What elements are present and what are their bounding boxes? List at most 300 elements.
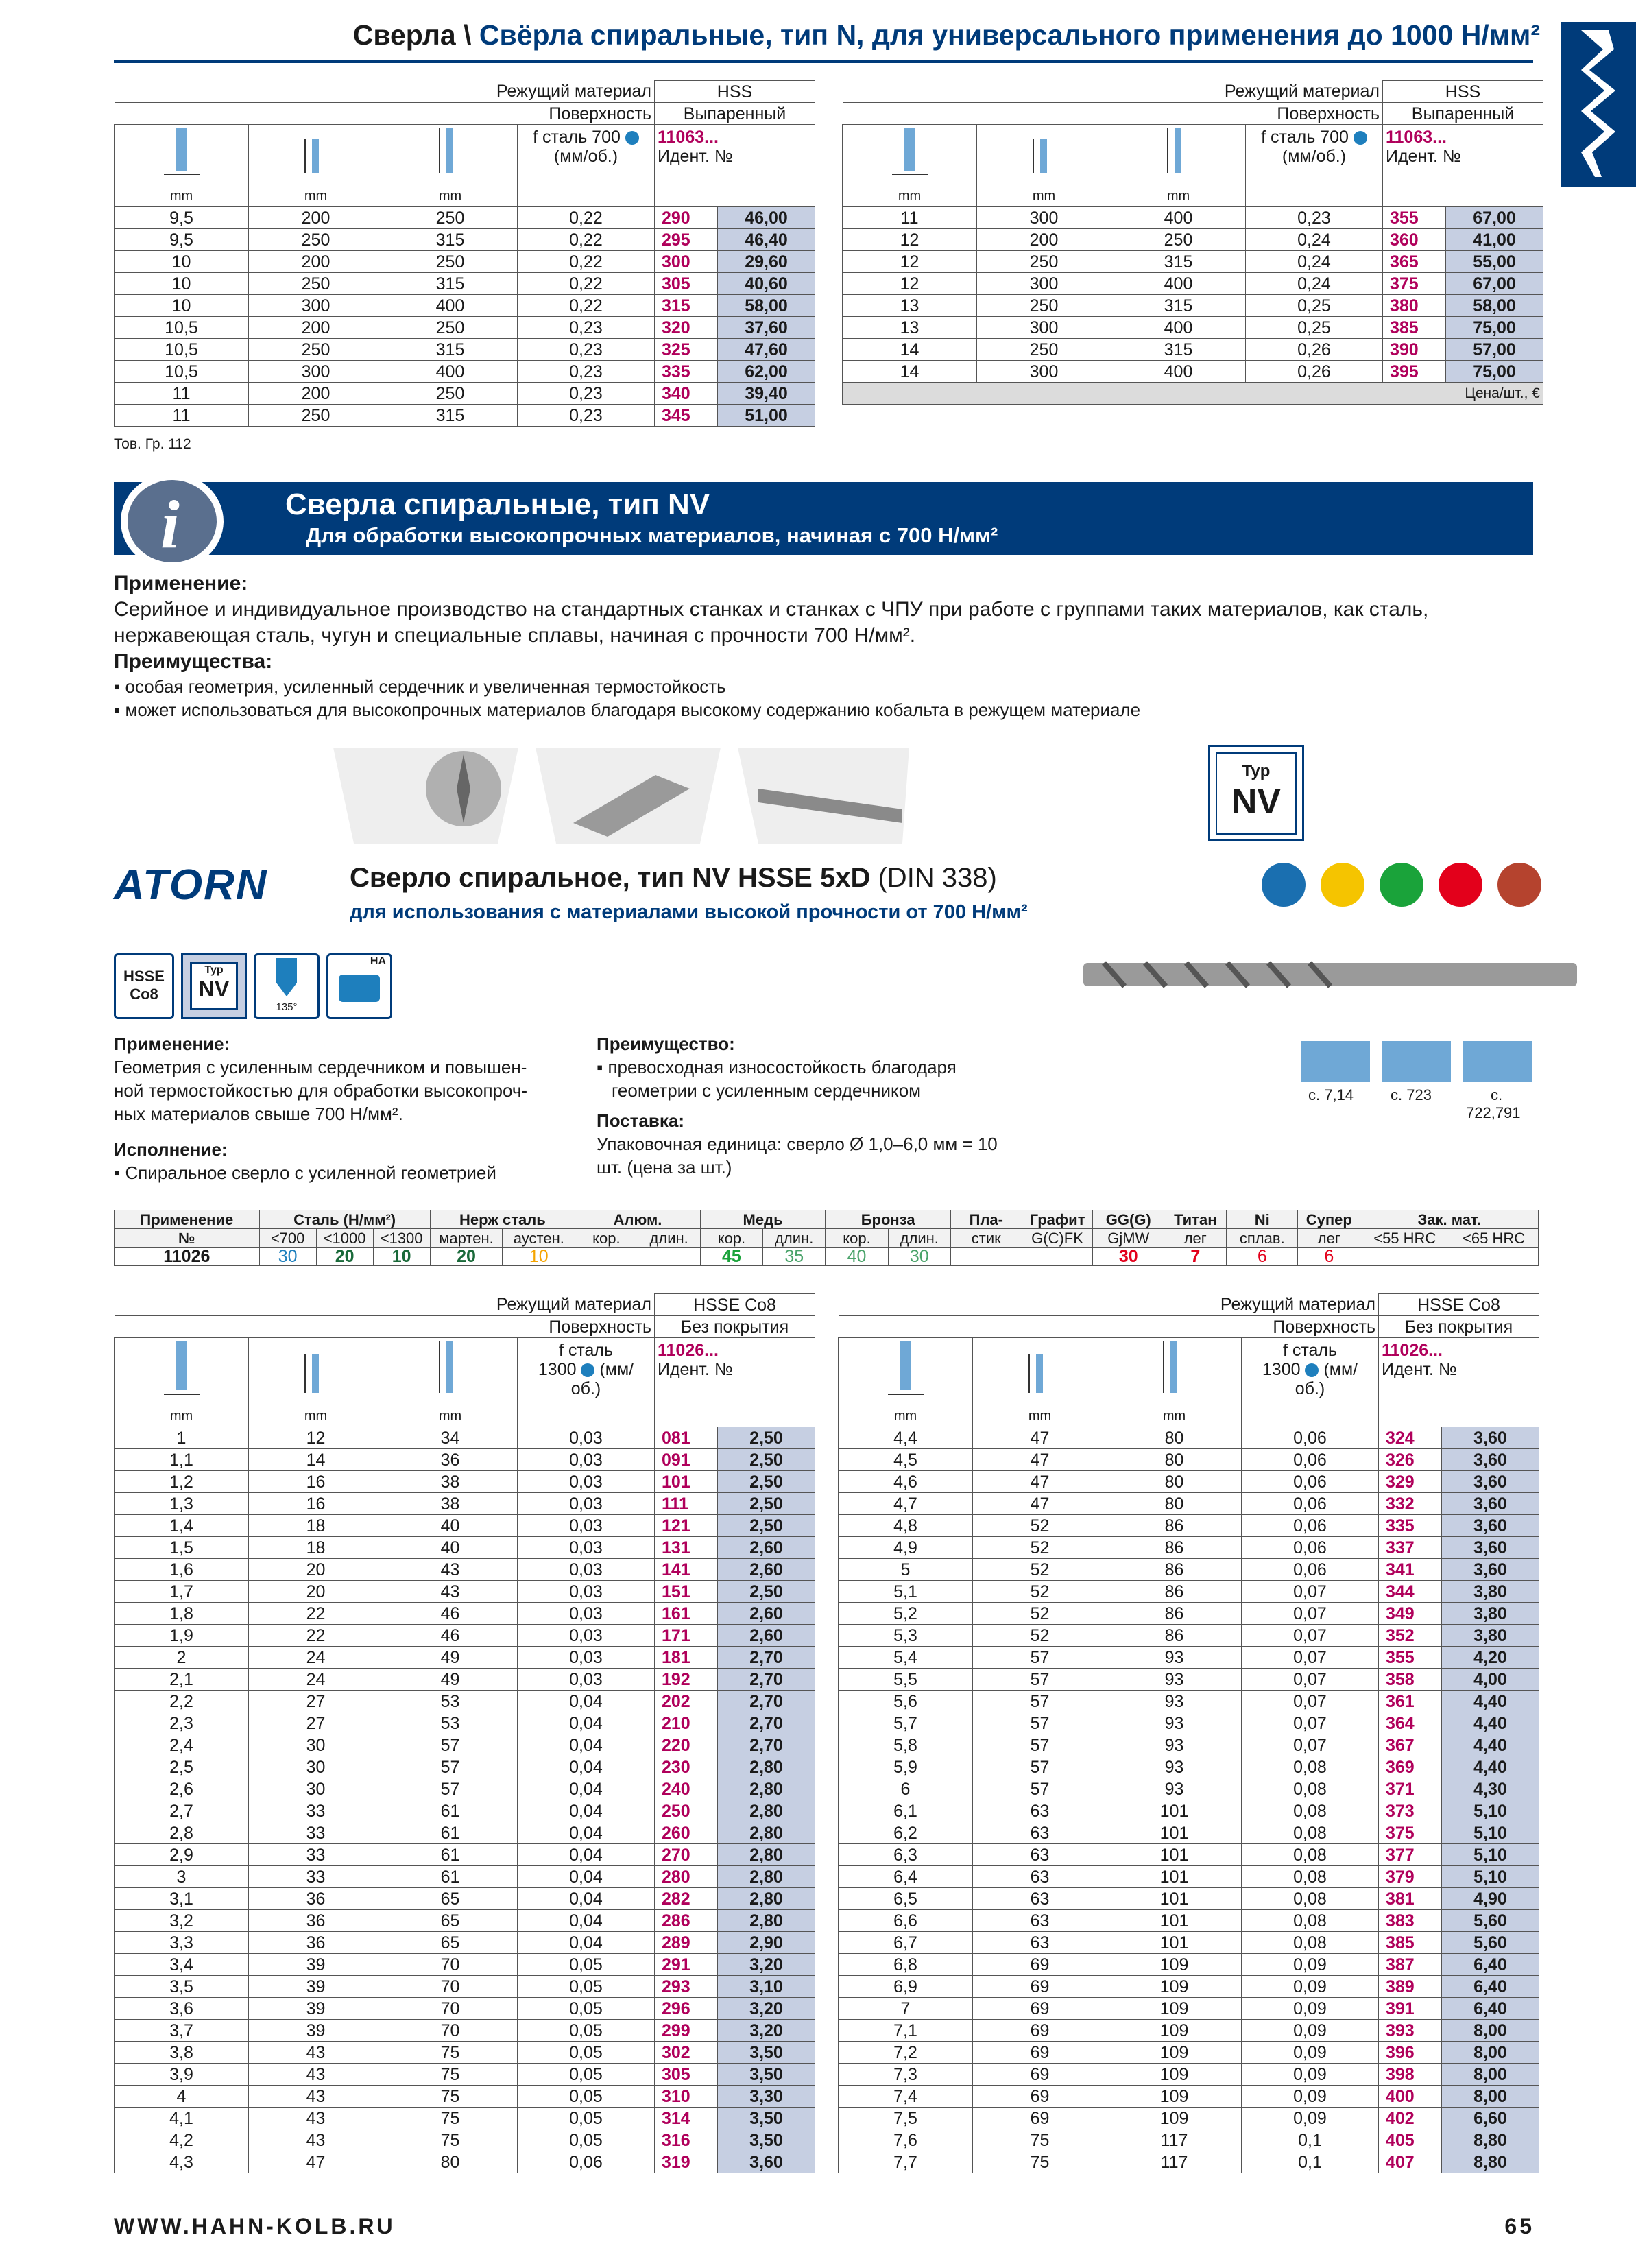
feed-cell: 0,24	[1246, 251, 1383, 273]
table-row	[839, 1910, 1539, 1932]
ident-cell: 316	[655, 2129, 718, 2151]
flute-length-cell: 43	[249, 2129, 383, 2151]
price-cell: 4,90	[1442, 1888, 1539, 1910]
total-length-cell: 86	[1107, 1581, 1242, 1603]
total-length-cell: 75	[383, 2064, 518, 2086]
table-row	[115, 1625, 815, 1647]
table2-left-body	[115, 1427, 815, 2173]
price-cell: 62,00	[718, 361, 815, 383]
surface-label: Поверхность	[843, 103, 1383, 125]
diameter-cell: 4,9	[839, 1537, 973, 1559]
suitability-cell: 7	[1164, 1248, 1227, 1266]
total-length-cell: 315	[1111, 339, 1246, 361]
table-row	[839, 2151, 1539, 2173]
total-length-cell: 315	[383, 273, 518, 295]
table-row	[843, 229, 1543, 251]
price-cell: 3,50	[718, 2064, 815, 2086]
diameter-cell: 1,9	[115, 1625, 249, 1647]
diameter-cell: 3,5	[115, 1976, 249, 1998]
ident-cell: 340	[655, 383, 718, 405]
flute-length-cell: 14	[249, 1449, 383, 1471]
price-cell: 4,00	[1442, 1669, 1539, 1691]
ident-cell: 305	[655, 2064, 718, 2086]
diameter-cell: 1,2	[115, 1471, 249, 1493]
drill-diameter-header	[843, 125, 977, 207]
table-row	[115, 1976, 815, 1998]
ident-cell: 181	[655, 1647, 718, 1669]
table1-right-body	[843, 207, 1543, 383]
material-subheader: сплав.	[1227, 1229, 1298, 1248]
product-title-text: Сверло спиральное, тип NV HSSE 5xD	[350, 863, 871, 893]
drill-photos	[333, 748, 909, 844]
hsse-icon	[114, 953, 174, 1019]
drill-diameter-icon	[885, 1338, 926, 1400]
price-cell: 4,40	[1442, 1691, 1539, 1712]
feed-cell: 0,03	[518, 1603, 655, 1625]
surface-value: Выпаренный	[655, 103, 815, 125]
product-adv-line-1: превосходная износостойкость благодаря	[608, 1057, 957, 1077]
drill-side-image	[1083, 959, 1577, 990]
price-cell: 40,60	[718, 273, 815, 295]
feed-cell: 0,09	[1242, 2020, 1379, 2042]
feed-cell: 0,08	[1242, 1778, 1379, 1800]
diameter-cell: 2,8	[115, 1822, 249, 1844]
total-length-cell: 49	[383, 1669, 518, 1691]
diameter-cell: 12	[843, 229, 977, 251]
ref-1: с. 7,14	[1308, 1086, 1354, 1103]
flute-length-cell: 200	[249, 251, 383, 273]
spec-icons	[114, 953, 402, 1022]
diameter-cell: 6,3	[839, 1844, 973, 1866]
material-dot-icon	[1354, 131, 1367, 145]
feed-cell: 0,23	[518, 339, 655, 361]
material-group-header: Применение	[115, 1210, 260, 1229]
feed-cell: 0,25	[1246, 317, 1383, 339]
diameter-cell: 13	[843, 317, 977, 339]
unit-mm: mm	[438, 189, 462, 204]
flute-length-cell: 52	[973, 1537, 1107, 1559]
feed-unit: (мм/об.)	[1282, 147, 1347, 166]
flute-length-cell: 63	[973, 1932, 1107, 1954]
total-length-cell: 117	[1107, 2129, 1242, 2151]
total-length-cell: 34	[383, 1427, 518, 1449]
ident-cell: 296	[655, 1998, 718, 2020]
feed-cell: 0,23	[518, 361, 655, 383]
total-length-cell: 109	[1107, 2108, 1242, 2129]
feed-cell: 0,07	[1242, 1691, 1379, 1712]
price-cell: 2,70	[718, 1712, 815, 1734]
product-group: Тов. Гр. 112	[114, 436, 191, 452]
feed-cell: 0,1	[1242, 2151, 1379, 2173]
diameter-cell: 2,6	[115, 1778, 249, 1800]
price-cell: 2,50	[718, 1449, 815, 1471]
feed-label-2: 1300	[1262, 1360, 1301, 1379]
flute-length-cell: 250	[249, 405, 383, 427]
table-row	[843, 273, 1543, 295]
diameter-cell: 2,4	[115, 1734, 249, 1756]
page-number: 65	[1504, 2214, 1535, 2239]
material-color-dot	[1439, 863, 1482, 907]
feed-cell: 0,05	[518, 2129, 655, 2151]
feed-cell: 0,23	[1246, 207, 1383, 229]
price-cell: 37,60	[718, 317, 815, 339]
table-row	[115, 2020, 815, 2042]
total-length-cell: 117	[1107, 2151, 1242, 2173]
total-length-cell: 57	[383, 1734, 518, 1756]
feed-cell: 0,1	[1242, 2129, 1379, 2151]
price-cell: 3,60	[718, 2151, 815, 2173]
ident-cell: 324	[1379, 1427, 1442, 1449]
flute-length-cell: 24	[249, 1669, 383, 1691]
material-color-dot	[1321, 863, 1364, 907]
material-subheader: G(C)FK	[1022, 1229, 1093, 1248]
flute-length-cell: 57	[973, 1756, 1107, 1778]
drill-diameter-icon	[161, 125, 202, 180]
diameter-cell: 6,8	[839, 1954, 973, 1976]
flute-length-icon	[1024, 125, 1065, 180]
feed-cell: 0,04	[518, 1800, 655, 1822]
ident-cell: 371	[1379, 1778, 1442, 1800]
price-cell: 2,50	[718, 1581, 815, 1603]
table-row	[839, 1471, 1539, 1493]
price-cell: 3,60	[1442, 1493, 1539, 1515]
flute-length-icon	[296, 1338, 337, 1400]
diameter-cell: 7,5	[839, 2108, 973, 2129]
feed-unit: (мм/об.)	[553, 147, 618, 166]
svg-text:i: i	[160, 486, 180, 562]
suitability-cell: 30	[1093, 1248, 1164, 1266]
flute-length-cell: 69	[973, 1998, 1107, 2020]
feed-cell: 0,22	[518, 229, 655, 251]
ident-cell: 300	[655, 251, 718, 273]
price-cell: 8,00	[1442, 2042, 1539, 2064]
adv-label: Преимущества:	[114, 650, 273, 673]
apply-section	[114, 571, 1428, 721]
price-cell: 2,70	[718, 1647, 815, 1669]
table-row	[115, 2064, 815, 2086]
total-length-cell: 43	[383, 1581, 518, 1603]
total-length-cell: 101	[1107, 1822, 1242, 1844]
table1-left	[114, 80, 815, 427]
footer-url[interactable]: WWW.HAHN-KOLB.RU	[114, 2214, 396, 2239]
material-subheader: стик	[950, 1229, 1022, 1248]
ident-code: 11026...	[658, 1341, 719, 1360]
table-row	[839, 1712, 1539, 1734]
total-length-cell: 250	[383, 251, 518, 273]
ident-cell: 383	[1379, 1910, 1442, 1932]
price-cell: 8,00	[1442, 2086, 1539, 2108]
price-cell: 4,40	[1442, 1712, 1539, 1734]
diameter-cell: 10,5	[115, 339, 249, 361]
diameter-cell: 11	[115, 383, 249, 405]
table-row	[839, 2064, 1539, 2086]
price-cell: 2,90	[718, 1932, 815, 1954]
feed-cell: 0,04	[518, 1932, 655, 1954]
ident-cell: 192	[655, 1669, 718, 1691]
flute-length-cell: 43	[249, 2064, 383, 2086]
flute-length-cell: 57	[973, 1734, 1107, 1756]
table-row	[839, 1603, 1539, 1625]
flute-length-cell: 18	[249, 1537, 383, 1559]
feed-cell: 0,08	[1242, 1800, 1379, 1822]
material-color-dot	[1380, 863, 1423, 907]
feed-cell: 0,05	[518, 1998, 655, 2020]
ident-cell: 325	[655, 339, 718, 361]
price-cell: 2,80	[718, 1778, 815, 1800]
ident-cell: 395	[1383, 361, 1446, 383]
diameter-cell: 1	[115, 1427, 249, 1449]
feed-cell: 0,23	[518, 317, 655, 339]
ident-cell: 326	[1379, 1449, 1442, 1471]
diameter-cell: 14	[843, 339, 977, 361]
flute-length-header	[249, 125, 383, 207]
suitability-cell: 10	[503, 1248, 575, 1266]
total-length-cell: 86	[1107, 1537, 1242, 1559]
price-cell: 8,00	[1442, 2020, 1539, 2042]
material-suitability-table	[114, 1210, 1539, 1266]
ident-cell: 286	[655, 1910, 718, 1932]
price-note: Цена/шт., €	[843, 383, 1543, 405]
total-length-cell: 80	[1107, 1449, 1242, 1471]
table-row	[115, 1800, 815, 1822]
hsse-label: HSSE	[123, 968, 165, 985]
shank-ha-icon	[326, 953, 392, 1019]
table-row	[843, 207, 1543, 229]
feed-cell: 0,04	[518, 1778, 655, 1800]
total-length-cell: 65	[383, 1910, 518, 1932]
table-row	[115, 1844, 815, 1866]
feed-cell: 0,04	[518, 1866, 655, 1888]
flute-length-cell: 57	[973, 1712, 1107, 1734]
price-cell: 2,70	[718, 1691, 815, 1712]
flute-length-cell: 57	[973, 1691, 1107, 1712]
drill-chuck-ref-icon[interactable]	[1463, 1041, 1532, 1082]
price-cell: 3,80	[1442, 1581, 1539, 1603]
total-length-cell: 70	[383, 1954, 518, 1976]
price-cell: 75,00	[1446, 317, 1543, 339]
ident-cell: 355	[1379, 1647, 1442, 1669]
drill-icon	[1561, 22, 1636, 187]
material-subheader: лег	[1298, 1229, 1360, 1248]
price-cell: 5,10	[1442, 1844, 1539, 1866]
ident-cell: 305	[655, 273, 718, 295]
total-length-header	[1111, 125, 1246, 207]
total-length-cell: 93	[1107, 1734, 1242, 1756]
feed-cell: 0,07	[1242, 1647, 1379, 1669]
ident-cell: 387	[1379, 1954, 1442, 1976]
table-row	[115, 1998, 815, 2020]
diameter-cell: 5,3	[839, 1625, 973, 1647]
flute-length-cell: 39	[249, 1954, 383, 1976]
diameter-cell: 3	[115, 1866, 249, 1888]
feed-cell: 0,22	[518, 251, 655, 273]
catalog-ref-icon[interactable]	[1301, 1041, 1370, 1082]
feed-label: f сталь 700	[1261, 128, 1349, 147]
material-subheader: кор.	[700, 1229, 762, 1248]
flute-length-cell: 69	[973, 2064, 1107, 2086]
total-length-cell: 109	[1107, 2064, 1242, 2086]
diameter-cell: 5,4	[839, 1647, 973, 1669]
ident-cell: 171	[655, 1625, 718, 1647]
co-label: Co8	[130, 986, 158, 1003]
price-cell: 5,60	[1442, 1910, 1539, 1932]
flute-length-cell: 33	[249, 1866, 383, 1888]
material-color-dot	[1497, 863, 1541, 907]
ident-cell: 361	[1379, 1691, 1442, 1712]
ident-cell: 295	[655, 229, 718, 251]
price-cell: 5,10	[1442, 1822, 1539, 1844]
typ-icon	[181, 953, 247, 1019]
flute-length-cell: 250	[249, 273, 383, 295]
table-row	[839, 1515, 1539, 1537]
material-group-header: GG(G)	[1093, 1210, 1164, 1229]
diameter-cell: 3,7	[115, 2020, 249, 2042]
price-cell: 47,60	[718, 339, 815, 361]
product-exec-bullet: ▪ Спиральное сверло с усиленной геометрией	[114, 1162, 496, 1183]
flute-length-cell: 250	[977, 251, 1111, 273]
flute-length-cell: 18	[249, 1515, 383, 1537]
price-cell: 3,60	[1442, 1537, 1539, 1559]
price-cell: 55,00	[1446, 251, 1543, 273]
total-length-cell: 36	[383, 1449, 518, 1471]
price-cell: 2,80	[718, 1866, 815, 1888]
diameter-cell: 4,8	[839, 1515, 973, 1537]
total-length-cell: 57	[383, 1778, 518, 1800]
info-banner	[114, 482, 1533, 555]
feed-cell: 0,04	[518, 1712, 655, 1734]
surface-label: Поверхность	[115, 1316, 655, 1338]
price-cell: 3,30	[718, 2086, 815, 2108]
typ-name: NV	[1231, 782, 1282, 822]
info-icon	[121, 473, 224, 569]
feed-cell: 0,08	[1242, 1888, 1379, 1910]
flute-length-cell: 200	[977, 229, 1111, 251]
total-length-cell: 93	[1107, 1778, 1242, 1800]
feed-cell: 0,08	[1242, 1866, 1379, 1888]
total-length-cell: 109	[1107, 2086, 1242, 2108]
total-length-cell: 43	[383, 1559, 518, 1581]
flute-length-cell: 63	[973, 1888, 1107, 1910]
flute-length-cell: 33	[249, 1844, 383, 1866]
price-cell: 6,60	[1442, 2108, 1539, 2129]
feed-cell: 0,06	[1242, 1559, 1379, 1581]
table-row	[839, 1581, 1539, 1603]
adv-bullet-1: ▪ особая геометрия, усиленный сердечник и увеличенная термостойкость	[114, 676, 726, 697]
ident-cell: 355	[1383, 207, 1446, 229]
feed-label: f сталь 700	[533, 128, 621, 147]
total-length-cell: 315	[383, 229, 518, 251]
price-cell: 8,80	[1442, 2129, 1539, 2151]
price-cell: 29,60	[718, 251, 815, 273]
feed-label-1: f сталь	[1282, 1341, 1338, 1360]
total-length-cell: 75	[383, 2108, 518, 2129]
feed-label-3: об.)	[1295, 1379, 1325, 1398]
table-row	[839, 1866, 1539, 1888]
material-value: HSSE Co8	[1379, 1294, 1539, 1316]
feed-cell: 0,04	[518, 1844, 655, 1866]
diameter-cell: 3,4	[115, 1954, 249, 1976]
flute-length-cell: 43	[249, 2086, 383, 2108]
price-cell: 2,70	[718, 1669, 815, 1691]
material-group-header: Графит	[1022, 1210, 1093, 1229]
feed-cell: 0,05	[518, 2020, 655, 2042]
total-length-cell: 46	[383, 1603, 518, 1625]
flute-length-header	[249, 1338, 383, 1427]
product-apply	[114, 1032, 580, 1184]
material-group-header: Супер	[1298, 1210, 1360, 1229]
price-cell: 6,40	[1442, 1976, 1539, 1998]
ident-cell: 329	[1379, 1471, 1442, 1493]
ident-cell: 291	[655, 1954, 718, 1976]
total-length-icon	[1158, 125, 1199, 180]
total-length-cell: 109	[1107, 2042, 1242, 2064]
drill-diameter-header	[115, 125, 249, 207]
typ-label: Typ	[1242, 762, 1271, 780]
diameter-cell: 7,2	[839, 2042, 973, 2064]
suitability-cell: 10	[373, 1248, 430, 1266]
material-subheader: <1300	[373, 1229, 430, 1248]
material-subheader: лег	[1164, 1229, 1227, 1248]
flute-length-cell: 36	[249, 1932, 383, 1954]
total-length-cell: 315	[383, 339, 518, 361]
flute-length-cell: 69	[973, 1954, 1107, 1976]
price-cell: 3,60	[1442, 1471, 1539, 1493]
flute-length-cell: 33	[249, 1822, 383, 1844]
diameter-cell: 4,1	[115, 2108, 249, 2129]
price-cell: 3,60	[1442, 1515, 1539, 1537]
diameter-cell: 7,4	[839, 2086, 973, 2108]
total-length-cell: 101	[1107, 1844, 1242, 1866]
feed-cell: 0,03	[518, 1515, 655, 1537]
product-adv-bullet: ▪ превосходная износостойкость благодаря	[597, 1057, 957, 1077]
apply-text-1: Серийное и индивидуальное производство на стандартных станках и станках с ЧПУ при работе с группами таких материалов, как сталь,	[114, 598, 1429, 621]
material-value: HSS	[1383, 81, 1543, 103]
chuck-ref-icon[interactable]	[1382, 1041, 1451, 1082]
total-length-cell: 101	[1107, 1910, 1242, 1932]
product-supply-line-1: Упаковочная единица: сверло Ø 1,0–6,0 мм = 10	[597, 1134, 998, 1154]
feed-header	[1246, 125, 1383, 207]
total-length-cell: 61	[383, 1866, 518, 1888]
total-length-cell: 86	[1107, 1603, 1242, 1625]
angle-label: 135°	[276, 1001, 298, 1013]
diameter-cell: 10	[115, 295, 249, 317]
feed-cell: 0,03	[518, 1493, 655, 1515]
ident-cell: 391	[1379, 1998, 1442, 2020]
table-row	[839, 2108, 1539, 2129]
feed-cell: 0,09	[1242, 1998, 1379, 2020]
table-row	[115, 383, 815, 405]
total-length-cell: 250	[383, 207, 518, 229]
ident-cell: 289	[655, 1932, 718, 1954]
diameter-cell: 11	[843, 207, 977, 229]
total-length-cell: 93	[1107, 1756, 1242, 1778]
ident-cell: 101	[655, 1471, 718, 1493]
price-cell: 4,40	[1442, 1734, 1539, 1756]
feed-cell: 0,03	[518, 1537, 655, 1559]
ident-cell: 373	[1379, 1800, 1442, 1822]
ident-cell: 400	[1379, 2086, 1442, 2108]
flute-length-cell: 63	[973, 1822, 1107, 1844]
table-row	[839, 1559, 1539, 1581]
price-cell: 4,40	[1442, 1756, 1539, 1778]
ident-code: 11026...	[1382, 1341, 1443, 1360]
point-angle-icon	[254, 953, 320, 1019]
feed-cell: 0,07	[1242, 1581, 1379, 1603]
feed-cell: 0,03	[518, 1647, 655, 1669]
price-cell: 46,00	[718, 207, 815, 229]
flute-length-cell: 200	[249, 207, 383, 229]
ident-cell: 398	[1379, 2064, 1442, 2086]
